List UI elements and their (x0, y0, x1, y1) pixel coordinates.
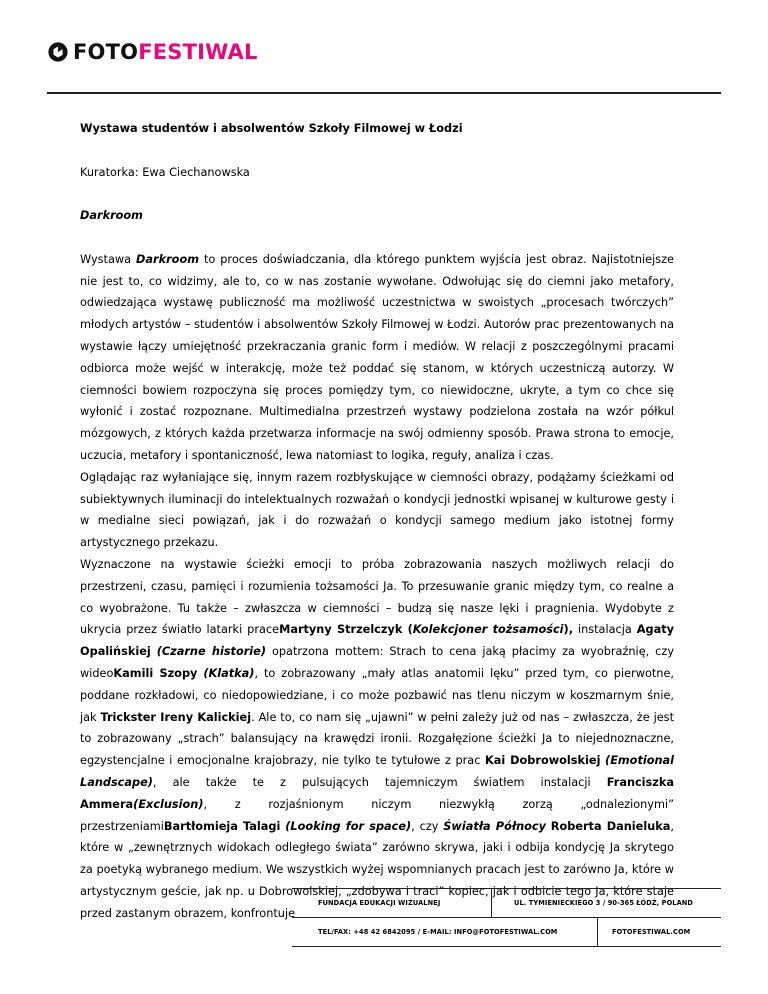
work-title: (Looking for space) (285, 819, 412, 833)
artist-name: Trickster Ireny Kalickiej (100, 710, 252, 724)
work-title: Kolekcjoner tożsamości (412, 623, 564, 637)
work-title: (Czarne historie) (156, 645, 266, 659)
p1-text-a: Wystawa (80, 252, 137, 266)
p1-darkroom: Darkroom (136, 252, 199, 266)
exhibition-title: Wystawa studentów i absolwentów Szkoły Filmowej w Łodzi (80, 122, 463, 135)
artist-name: Agaty Opalińskiej (80, 623, 674, 659)
paragraph-3 (80, 554, 674, 925)
artist-name: Kamili Szopy (113, 666, 198, 680)
footer (292, 888, 721, 947)
exhibition-subtitle: Darkroom (80, 209, 143, 223)
logo-text-foto: FOTO (73, 40, 139, 64)
p3-part: opatrzona mottem: Strach to cena jaką płacimy za wyobraźnię, czy wideo (80, 645, 675, 680)
curator-line: Kuratorka: Ewa Ciechanowska (80, 165, 250, 179)
artist-name: Bartłomieja Talagi (163, 819, 281, 833)
paragraph-1 (80, 249, 674, 467)
p3-part: , czy (411, 819, 444, 833)
p3-part: ), (563, 623, 573, 637)
p3-part: , z rozjaśnionym niczym niezwykłą zorzą „odnalezionymi” przestrzeniami (80, 797, 674, 833)
artist-name: Martyny Strzelczyk ( (279, 623, 413, 637)
artist-name: Franciszka Ammera (80, 775, 674, 811)
p3-part: , to zobrazowany „mały atlas anatomii lęku” przed tym, co pierwotne, poddane rozkładowi, co niedopowiedziane, i co może pozbawić nas tlenu niczym w koszmarnym śnie, jak (80, 666, 674, 724)
work-title: Światła Północy (443, 819, 546, 833)
p1-text-c: to proces doświadczania, dla którego punktem wyjścia jest obraz. Najistotniejsze nie jest to, co widzimy, ale to, co w nas zostanie wywołane. Odwołując się do ciemni jako metafory, odwiedzająca wystawę publiczność ma możliwość uczestnictwa w swoistych „procesach twórczych” młodych artystów – studentów i absolwentów Szkoły Filmowej w Łodzi. Autorów prac prezentowanych na wystawie łączy umiejętność przekraczania granic form i mediów. W relacji z poszczególnymi pracami odbiorca może wejść w interakcję, może też poddać się stanom, w których uczestniczą autorzy. W ciemności bowiem rozpoczyna się proces pomiędzy tym, co niewidoczne, ukryte, a tym co chce się wyłonić i zostać rozpoznane. Multimedialna przestrzeń wystawy podzielona została na wzór półkul mózgowych, z których każda przetwarza informacje na swój odmienny sposób. Prawa strona to emocje, uczucia, metafory i spontaniczność, lewa natomiast to logika, reguły, analiza i czas. (80, 252, 674, 462)
footer-row-2 (292, 918, 721, 947)
p3-part: , ale także te z pulsujących tajemniczym światłem instalacji (152, 775, 607, 789)
document-body (80, 118, 674, 924)
p3-part: . Ale to, co nam się „ujawni” w pełni zależy już od nas – zwłaszcza, że jest to zobrazowany „strach” balansujący na krawędzi ironii. Rozgałęzione ścieżki Ja to niejednoznaczne, egzystencjalne i emocjonalne krajobrazy, nie tylko te tytułowe z prac (80, 710, 674, 768)
artist-name: Roberta Danieluka (550, 819, 671, 833)
fotofestiwal-logo (47, 38, 258, 66)
p3-part: Wyznaczone na wystawie ścieżki emocji to próba zobrazowania naszych możliwych relacji do przestrzeni, czasu, pamięci i rozumienia tożsamości Ja. To przesuwanie granic między tym, co realne a co wyobrażone. Tu także – zwłaszcza w ciemności – budzą się nasze lęki i pragnienia. Wydobyte z ukrycia przez światło latarki prace (80, 557, 674, 637)
paragraph-2: Oglądając raz wyłaniające się, innym razem rozbłyskujące w ciemności obrazy, podążamy ścieżkami od subiektywnych iluminacji do intelektualnych rozważań o kondycji jednostki wpisanej w kulturowe gesty i w medialne sieci powiązań, jak i do rozważań o kondycji samego medium jako istotnej formy artystycznego przekazu. (80, 470, 674, 550)
p3-part: , które w „zewnętrznych widokach odległego świata” zarówno skrywa, jaki i odbija kondycję Ja skrytego za poetyką wybranego medium. We wszystkich wyżej wspomnianych pracach jest to zarówno Ja, które w artystycznym geście, jak np. u Dobrowolskiej, „zdobywa i traci” kopiec, jak i odbicie tego Ja, które staje przed zastanym obrazem, konfrontuje (80, 819, 674, 920)
logo-text-festiwal: FESTIWAL (138, 40, 258, 64)
footer-website-link[interactable]: FOTOFESTIWAL.COM (612, 928, 691, 936)
footer-contact: TEL/FAX: +48 42 6842095 / E-MAIL: INFO@FOTOFESTIWAL.COM (292, 918, 598, 946)
footer-address: UL. TYMIENIECKIEGO 3 / 90-365 ŁÓDŹ, POLAND (514, 899, 693, 907)
work-title: (Exclusion) (133, 797, 204, 811)
footer-row-1 (292, 888, 721, 918)
aperture-icon (47, 41, 69, 63)
work-title: (Klatka) (203, 666, 255, 680)
work-title: (Emotional Landscape) (80, 754, 675, 789)
footer-org: FUNDACJA EDUKACJI WIZUALNEJ (292, 889, 492, 917)
artist-name: Kai Dobrowolskiej (485, 754, 601, 768)
p3-part: instalacja (573, 623, 637, 637)
header-divider (47, 92, 721, 94)
